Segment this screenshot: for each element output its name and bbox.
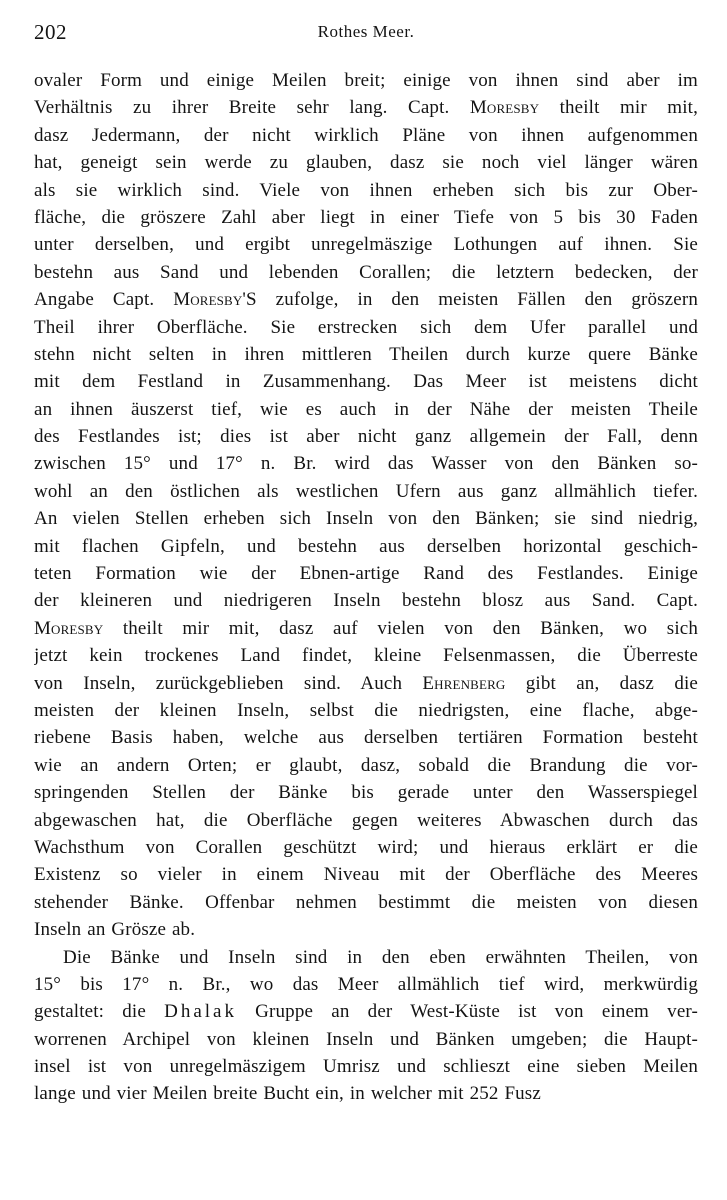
text-line: jetzt kein trockenes Land findet, kleine Felsenmassen, die Überreste — [34, 645, 698, 667]
text-line: stehender Bänke. Offenbar nehmen bestimmt die meisten von diesen — [34, 891, 698, 913]
text-line: des Festlandes ist; dies ist aber nicht ganz allgemein der Fall, denn — [34, 426, 698, 448]
book-page — [34, 14, 698, 1108]
text-line: insel ist von unregelmäszigem Umrisz und schlieszt eine sieben Meilen — [34, 1056, 698, 1078]
page-header — [34, 14, 698, 54]
text-line: worrenen Archipel von kleinen Inseln und Bänken umgeben; die Haupt- — [34, 1028, 698, 1050]
text-line: 15° bis 17° n. Br., wo das Meer allmählich tief wird, merkwürdig — [34, 973, 698, 995]
text-line: Wachsthum von Corallen geschützt wird; und hieraus erklärt er die — [34, 836, 698, 858]
text-line: fläche, die gröszere Zahl aber liegt in einer Tiefe von 5 bis 30 Faden — [34, 206, 698, 228]
text-line: gestaltet: die Dhalak Gruppe an der West-Küste ist von einem ver- — [34, 1001, 698, 1023]
text-line: an ihnen äuszerst tief, wie es auch in der Nähe der meisten Theile — [34, 398, 698, 420]
paragraph — [34, 67, 698, 944]
paragraph — [34, 944, 698, 1108]
text-line: hat, geneigt sein werde zu glauben, dasz sie noch viel länger wären — [34, 152, 698, 174]
text-line: mit dem Festland in Zusammenhang. Das Meer ist meistens dicht — [34, 371, 698, 393]
text-line: Inseln an Grösze ab. — [34, 919, 196, 941]
text-line: Moresby theilt mir mit, dasz auf vielen von den Bänken, wo sich — [34, 617, 698, 639]
text-line: zwischen 15° und 17° n. Br. wird das Wasser von den Bänken so- — [34, 453, 698, 475]
text-line: stehn nicht selten in ihren mittleren Theilen durch kurze quere Bänke — [34, 343, 698, 365]
text-line: lange und vier Meilen breite Bucht ein, in welcher mit 252 Fusz — [34, 1083, 541, 1105]
text-line: riebene Basis haben, welche aus derselben tertiären Formation besteht — [34, 727, 698, 749]
text-line: ovaler Form und einige Meilen breit; einige von ihnen sind aber im — [34, 70, 698, 91]
page-number: 202 — [34, 20, 67, 44]
text-line: der kleineren und niedrigeren Inseln bestehn blosz aus Sand. Capt. — [34, 590, 698, 612]
text-line: mit flachen Gipfeln, und bestehn aus derselben horizontal geschich- — [34, 535, 698, 557]
text-line: teten Formation wie der Ebnen-artige Rand des Festlandes. Einige — [34, 563, 698, 585]
text-line: unter derselben, und ergibt unregelmäszige Lothungen auf ihnen. Sie — [34, 234, 698, 256]
text-line: Angabe Capt. Moresby'S zufolge, in den meisten Fällen den gröszern — [34, 289, 698, 311]
text-line: wie an andern Orten; er glaubt, dasz, sobald die Brandung die vor- — [34, 754, 698, 776]
text-line: Theil ihrer Oberfläche. Sie erstrecken sich dem Ufer parallel und — [34, 316, 698, 338]
text-line: von Inseln, zurückgeblieben sind. Auch Ehrenberg gibt an, dasz die — [34, 672, 698, 694]
text-line: abgewaschen hat, die Oberfläche gegen weiteres Abwaschen durch das — [34, 809, 698, 831]
running-head: Rothes Meer. — [317, 22, 415, 41]
text-line: meisten der kleinen Inseln, selbst die niedrigsten, eine flache, abge- — [34, 699, 698, 721]
text-line: An vielen Stellen erheben sich Inseln von den Bänken; sie sind niedrig, — [34, 508, 698, 530]
text-line: als sie wirklich sind. Viele von ihnen erheben sich bis zur Ober- — [34, 179, 698, 201]
text-line: wohl an den östlichen als westlichen Ufern aus ganz allmählich tiefer. — [34, 480, 698, 502]
text-line: Die Bänke und Inseln sind in den eben erwähnten Theilen, von — [63, 946, 698, 968]
text-line: dasz Jedermann, der nicht wirklich Pläne von ihnen aufgenommen — [34, 124, 698, 146]
text-line: springenden Stellen der Bänke bis gerade unter den Wasserspiegel — [34, 782, 698, 804]
text-line: Verhältnis zu ihrer Breite sehr lang. Capt. Moresby theilt mir mit, — [34, 97, 698, 119]
body-text — [34, 67, 698, 1108]
text-line: Existenz so vieler in einem Niveau mit der Oberfläche des Meeres — [34, 864, 698, 886]
text-line: bestehn aus Sand und lebenden Corallen; die letztern bedecken, der — [34, 261, 698, 283]
